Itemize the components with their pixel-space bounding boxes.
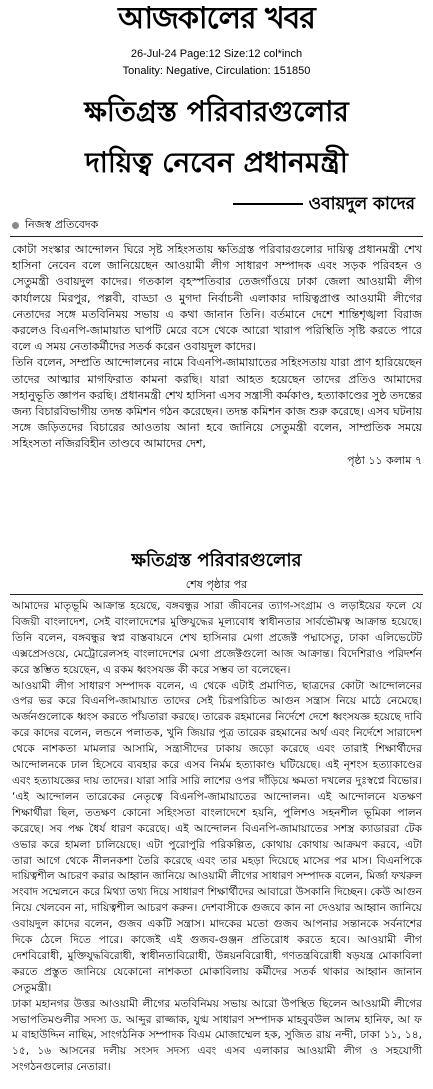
continuation-paragraph: আমাদের মাতৃভূমি আক্রান্ত হয়েছে, বঙ্গবন্ধুর সারা জীবনের ত্যাগ-সংগ্রাম ও লড়াইয়ের ফলে যে বিজয়ী বাংলাদেশ, সেই বাংলাদেশের মুক্তিযুদ্ধের মূল্যবোধ স্বাধীনতার সার্বভৌমত্ব আক্রান্ত হয়েছে। তিনি বলেন, বঙ্গবন্ধুর স্বপ্ন বাস্তবায়নে শেখ হাসিনার মেগা প্রজেক্ট পদ্মাসেতু, ঢাকা এলিভেটেট এক্সপ্রেসওয়ে, মেট্রোরেলসহ বাংলাদেশের মেগা প্রজেক্টগুলো আজ আক্রান্ত। বিদেশিরাও পরিদর্শন করে স্তম্ভিত হয়েছেন, এ রকম ধ্বংসযজ্ঞ কী করে সম্ভব তা বলেছেন। <box>12 600 422 676</box>
reporter-name: নিজস্ব প্রতিবেদক <box>25 218 99 231</box>
byline <box>233 192 415 216</box>
continuation-body <box>12 599 422 1076</box>
continuation-title: ক্ষতিগ্রস্ত পরিবারগুলোর <box>131 550 302 571</box>
headline-line-2: দায়িত্ব নেবেন প্রধানমন্ত্রী <box>85 146 348 179</box>
article-paragraph: তিনি বলেন, সম্প্রতি আন্দোলনের নামে বিএনপি-জামায়াতের সহিংসতায় যারা প্রাণ হারিয়েছেন তাদের আত্মার মাগফিরাত কামনা করছি। যারা আহত হয়েছেন তাদের প্রতিও আমাদের সহানুভূতি জ্ঞাপন করছি। প্রধানমন্ত্রী শেখ হাসিনা এসব সন্ত্রাসী কর্মকাণ্ড, হত্যাকাণ্ডের সুষ্ঠ তদন্তের জন্য বিচারবিভাগীয় তদন্ত কমিশন গঠন করেছেন। তদন্ত কমিশন কাজ শুরু করেছে। এসব ঘটনায় সঙ্গে জড়িতদের বিচারের আওতায় আনা হবে জানিয়ে সেতুমন্ত্রী বলেন, সাম্প্রতিক সময়ে সহিংসতা নজিরবিহীন তাণ্ডবে আমাদের দেশ, <box>12 356 422 451</box>
article-body <box>12 242 422 469</box>
clipping-meta-tonality: Tonality: Negative, Circulation: 151850 <box>122 65 311 77</box>
byline-dash <box>233 203 303 205</box>
continuation-paragraph: ঢাকা মহানগর উত্তর আওয়ামী লীগের মতবিনিময় সভায় আরো উপস্থিত ছিলেন আওয়ামী লীগের সভাপতিমণ্ডলীর সদস্য ড. আব্দুর রাজ্জাক, যুগ্ম সাধারণ সম্পাদক মাহবুবউল আলম হানিফ, আ ফ ম বাহাউদ্দিন নাছিম, সাংগঠনিক সম্পাদক বিএম মোজাম্মেল হক, সুজিত রায় নন্দী, ঢাকা ১১, ১৪, ১৫, ১৬ আসনের দলীয় সংসদ সদস্য এবং এসব এলাকার আওয়ামী লীগ ও সহযোগী সংগঠনগুলোর নেতারা। <box>12 997 422 1074</box>
reporter-credit <box>12 218 98 232</box>
continuation-paragraph: আওয়ামী লীগ সাধারণ সম্পাদক বলেন, এ থেকে এটাই প্রমাণিত, ছাত্রদের কোটা আন্দোলনের ওপর ভর করে বিএনপি-জামায়াত তাদের সেই চিরপরিচিত আগুন সন্ত্রাস নিয়ে মাঠে নেমেছে। অর্জনগুলোকে ধ্বংস করতে পাঁয়তারা করছে। তারেক রহমানের নির্দেশে দেশে ধ্বংসযজ্ঞ হয়েছে দাবি করে কাদের বলেন, লন্ডনে পলাতক, খুনি জিয়ার পুত্র তারেক রহমানের অর্থ এবং নির্দেশে সারাদেশ থেকে নাশকতা মামলার আসামি, সন্ত্রাসীদের ঢাকায় জড়ো করেছে এবং তারাই শিক্ষার্থীদের আন্দোলনকে ঢাল হিসেবে ব্যবহার করে এসব নির্মম হত্যাকাণ্ড ঘটিয়েছে। এই নৃশংস হত্যাকাণ্ডের এবং হত্যাযজ্ঞের দায় তাদের। যারা সারি সারি লাশের ওপর দাঁড়িয়ে ক্ষমতা দখলের দুঃস্বপ্নে বিভোর। ‘এই আন্দোলন তারেকের নেতৃত্বে বিএনপি-জামায়াতের আন্দোলন। এই আন্দোলনে যতক্ষণ শিক্ষার্থীরা ছিল, ততক্ষণ কোনো সহিংসতা বাংলাদেশে হয়নি, পুলিশও সহনশীল ভূমিকা পালন করেছে। সব পক্ষ ধৈর্য ধারণ করেছে। এই আন্দোলন বিএনপি-জামায়াতের সশস্ত্র ক্যাডাররা টেক ওভার করে হামলা চালিয়েছে। এটা পুরোপুরি পরিকল্পিত, কোথায় কোথায় আক্রমণ করবে, এটা তারা আগে থেকে নীলনকশা তৈরি করেছে এবং তার মহড়া দিয়েছে মাসের পর মাস। বিএনপিকে দায়িত্বশীল আচরণ করার আহ্বান জানিয়ে আওয়ামী লীগের সাধারণ সম্পাদক বলেন, মির্জা ফখরুল সংবাদ সম্মেলনে করে মিথ্যা তথ্য দিয়ে সাধারণ শিক্ষার্থীদের আবারো উসকানি দিচ্ছেন। কেউ আগুন নিয়ে খেলবেন না, দায়িত্বশীল আচরণ করুন। দেশবাসীকে গুজবে কান না দেওয়ার আহ্বান জানিয়ে ওবায়দুল কাদের বলেন, গুজব একটি সন্ত্রাস। মাদকের মতো গুজব আপনার সন্তানকে সর্বনাশের দিকে ঠেলে দিতে পারে। কাজেই এই গুজব-গুঞ্জন প্রতিরোধ করতে হবে। আওয়ামী লীগ দেশবিরোধী, মুক্তিযুদ্ধবিরোধী, স্বাধীনতাবিরোধী, উন্নয়নবিরোধী, গণতন্ত্রবিরোধী ষড়যন্ত্র মোকাবিলা করতে প্রস্তুত জানিয়ে যেকোনো নাশকতা মোকাবিলায় কর্মীদের সতর্ক থাকার আহ্বান জানান সেতুমন্ত্রী। <box>12 679 422 994</box>
continuation-divider <box>10 594 423 595</box>
continuation-subtitle: শেষ পৃষ্ঠার পর <box>185 578 248 591</box>
headline-line-1: ক্ষতিগ্রস্ত পরিবারগুলোর <box>84 95 349 128</box>
section-divider <box>10 236 423 237</box>
clipping-meta-date-page: 26-Jul-24 Page:12 Size:12 col*inch <box>130 48 303 60</box>
bullet-icon <box>12 222 19 229</box>
byline-name: ওবায়দুল কাদের <box>308 194 415 214</box>
article-paragraph: কোটা সংস্কার আন্দোলন ঘিরে সৃষ্ট সহিংসতায় ক্ষতিগ্রস্ত পরিবারগুলোর দায়িত্ব প্রধানমন্ত্রী শেখ হাসিনা নেবেন বলে জানিয়েছেন আওয়ামী লীগ সাধারণ সম্পাদক এবং সড়ক পরিবহন ও সেতুমন্ত্রী ওবায়দুল কাদের। গতকাল বৃহস্পতিবার তেজগাঁওয়ে ঢাকা জেলা আওয়ামী লীগ কার্যালয়ে মিরপুর, পল্লবী, বাড্ডা ও মুগদা নির্বাচনী এলাকার দায়িত্বপ্রাপ্ত আওয়ামী লীগের নেতাদের সঙ্গে মতবিনিময় সভায় এ কথা জানান তিনি। বর্তমানে দেশে শান্তিশৃঙ্খলা বিরাজ করলেও বিএনপি-জামায়াত ঘাপটি মেরে বসে থেকে আরো খারাপ পরিস্থিতি সৃষ্টি করতে পারে বলে এ সময় নেতাকর্মীদের সতর্ক করেন ওবায়দুল কাদের। <box>12 243 422 354</box>
jump-reference: পৃষ্ঠা ১১ কলাম ৭ <box>347 453 422 467</box>
newspaper-masthead: আজকালের খবর <box>118 1 315 36</box>
